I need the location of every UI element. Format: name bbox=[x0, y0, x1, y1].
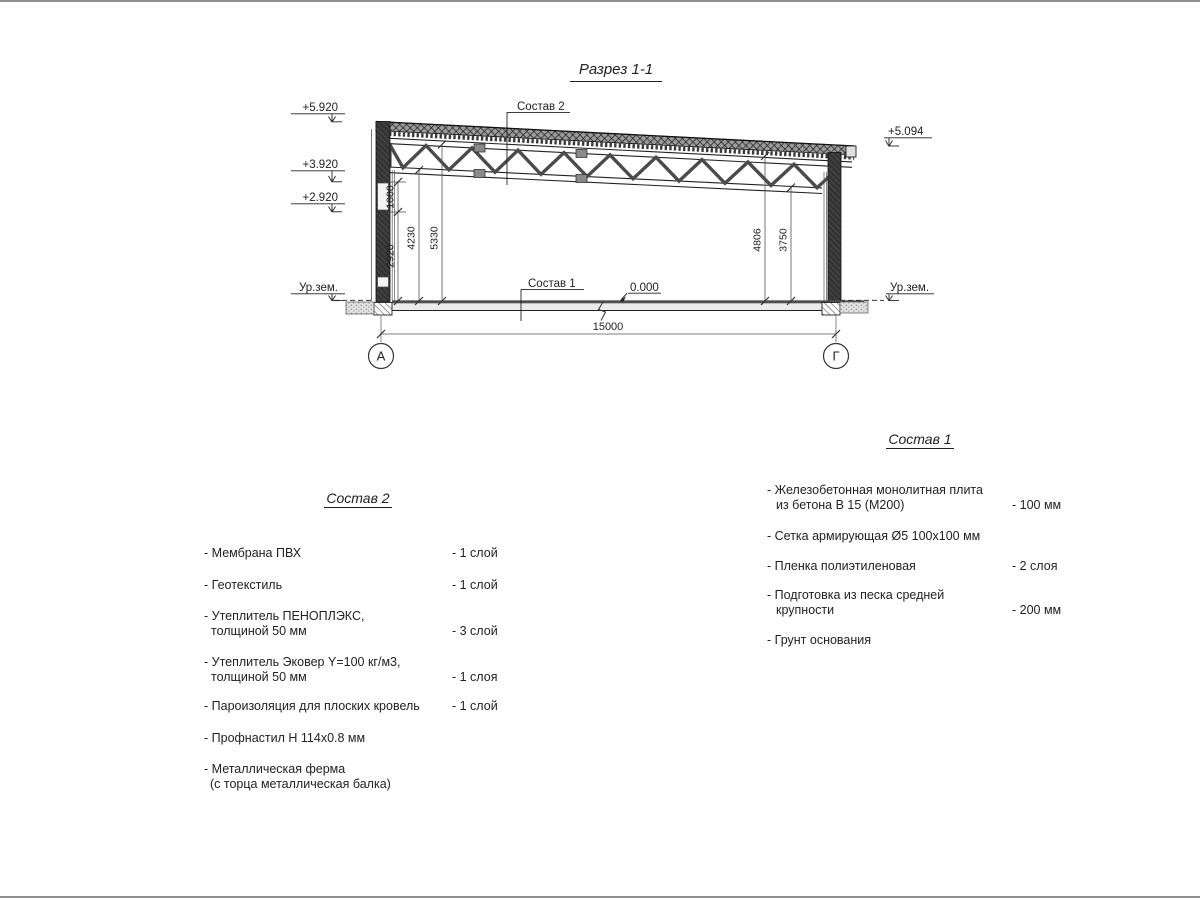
list-item-value: - 1 слой bbox=[452, 546, 498, 560]
dim-text-4806: 4806 bbox=[751, 228, 764, 252]
elevation-mark-5094 bbox=[884, 126, 932, 146]
list-item-value: - 100 мм bbox=[1012, 498, 1062, 512]
roof-layers bbox=[376, 122, 856, 158]
list-item-value: - 3 слой bbox=[452, 624, 498, 638]
list-item: - Утеплитель ПЕНОПЛЭКС, bbox=[204, 609, 365, 623]
elevation-mark-3920 bbox=[291, 159, 345, 182]
dim-text-5330: 5330 bbox=[428, 226, 441, 250]
list-item: - Пароизоляция для плоских кровель bbox=[204, 699, 420, 713]
list-item: - Профнастил Н 114х0.8 мм bbox=[204, 731, 366, 745]
left-wall bbox=[376, 122, 390, 302]
truss-bottom-chord-lower bbox=[388, 173, 822, 194]
list-item: - Грунт основания bbox=[767, 633, 872, 647]
list-item: - Металлическая ферма bbox=[204, 762, 346, 776]
roof-edge-cap bbox=[846, 146, 856, 157]
list-item-line2: толщиной 50 мм bbox=[211, 624, 307, 638]
list-item: - Мембрана ПВХ bbox=[204, 546, 302, 560]
elevation-text: +3.920 bbox=[302, 159, 338, 171]
list-item-line2: (с торца металлическая балка) bbox=[210, 777, 391, 791]
ground-block-left bbox=[346, 302, 374, 314]
ground-level-mark-left bbox=[291, 282, 345, 301]
zero-level-mark bbox=[620, 282, 662, 302]
list-item-value: - 1 слоя bbox=[452, 670, 498, 684]
gusset-plate bbox=[576, 150, 587, 158]
list-item: - Железобетонная монолитная плита bbox=[767, 483, 983, 497]
list-item: - Сетка армирующая Ø5 100х100 мм bbox=[767, 529, 981, 543]
list-item: - Геотекстиль bbox=[204, 578, 283, 592]
dim-text-4230: 4230 bbox=[405, 226, 418, 250]
ground-level-mark-right bbox=[886, 282, 935, 301]
list-item-value: - 1 слой bbox=[452, 578, 498, 592]
elevation-text: +2.920 bbox=[302, 192, 338, 204]
zero-level-text: 0.000 bbox=[630, 282, 659, 294]
ground-level-text: Ур.зем. bbox=[890, 282, 930, 294]
composition1-leader bbox=[521, 278, 584, 321]
right-wall bbox=[828, 153, 841, 302]
span-dimension bbox=[369, 316, 849, 369]
left-wall-opening bbox=[378, 277, 389, 287]
gusset-plate bbox=[474, 170, 485, 178]
slab-top-layer bbox=[392, 300, 864, 303]
dim-text-1000: 1000 bbox=[384, 185, 397, 209]
list-item-value: - 1 слой bbox=[452, 699, 498, 713]
ground-block-right bbox=[840, 302, 868, 313]
composition1-label: Состав 1 bbox=[528, 278, 576, 290]
slab-body bbox=[374, 303, 866, 311]
sostav1-list-title-text: Состав 1 bbox=[888, 431, 952, 447]
dim-text-3750: 3750 bbox=[777, 228, 790, 252]
elevation-text: +5.920 bbox=[302, 102, 338, 114]
left-foundation bbox=[374, 303, 392, 316]
ground-level-text: Ур.зем. bbox=[298, 282, 338, 294]
list-item: - Подготовка из песка средней bbox=[767, 588, 945, 602]
list-item: - Пленка полиэтиленовая bbox=[767, 559, 916, 573]
section-title bbox=[570, 61, 662, 82]
elevation-mark-5920 bbox=[291, 102, 345, 122]
elevation-text: +5.094 bbox=[888, 126, 924, 138]
gusset-plate bbox=[576, 175, 587, 183]
list-item-line2: толщиной 50 мм bbox=[211, 670, 307, 684]
list-item-value: - 2 слоя bbox=[1012, 559, 1058, 573]
section-title-text: Разрез 1-1 bbox=[578, 61, 654, 78]
axis-letter-g: Г bbox=[832, 348, 840, 364]
right-foundation bbox=[822, 303, 840, 316]
elevation-mark-2920 bbox=[291, 192, 345, 212]
list-item-line2: из бетона В 15 (М200) bbox=[776, 498, 905, 512]
sostav2-list-title bbox=[300, 490, 416, 506]
composition2-label: Состав 2 bbox=[517, 101, 565, 113]
span-dim-text: 15000 bbox=[592, 321, 624, 333]
section-drawing bbox=[0, 0, 1200, 420]
dim-texts bbox=[385, 185, 790, 268]
list-item: - Утеплитель Эковер Y=100 кг/м3, bbox=[204, 655, 401, 669]
sostav1-list-title bbox=[868, 431, 972, 447]
axis-letter-a: А bbox=[376, 348, 386, 364]
sheet-bottom-edge bbox=[0, 896, 1200, 898]
dim-text-2920: 2920 bbox=[384, 244, 397, 268]
gusset-plate bbox=[474, 144, 485, 152]
sostav2-list-title-text: Состав 2 bbox=[326, 490, 390, 506]
list-item-line2: крупности bbox=[776, 603, 835, 617]
list-item-value: - 200 мм bbox=[1012, 603, 1062, 617]
